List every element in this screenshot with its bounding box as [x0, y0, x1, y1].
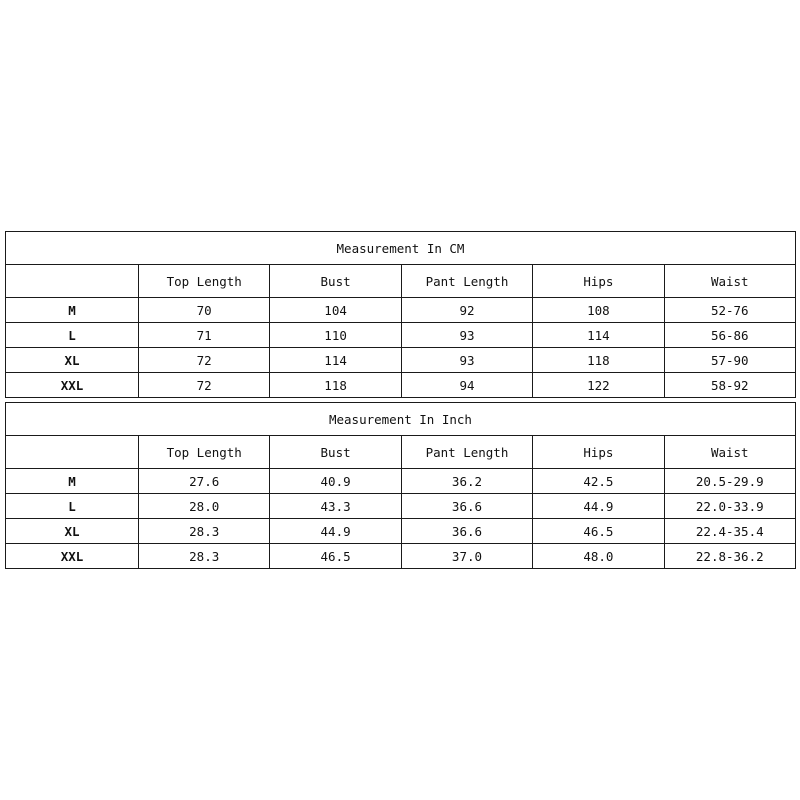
table-cell: 44.9 [533, 494, 664, 519]
table-cell: 118 [533, 348, 664, 373]
header-cell-pant-length: Pant Length [401, 436, 532, 469]
size-table-cm [5, 231, 796, 398]
header-cell-bust: Bust [270, 265, 401, 298]
table-row [6, 519, 796, 544]
table-cell: 114 [270, 348, 401, 373]
table-title-row [6, 232, 796, 265]
table-row [6, 348, 796, 373]
table-cell: 71 [139, 323, 270, 348]
table-cell: 36.6 [401, 519, 532, 544]
table-row [6, 469, 796, 494]
table-header-row [6, 265, 796, 298]
table-header-row [6, 436, 796, 469]
table-cell: 52-76 [664, 298, 795, 323]
table-row [6, 544, 796, 569]
header-cell-bust: Bust [270, 436, 401, 469]
header-cell-size [6, 436, 139, 469]
table-cell: 36.2 [401, 469, 532, 494]
header-cell-top-length: Top Length [139, 436, 270, 469]
table-cell: 40.9 [270, 469, 401, 494]
table-cell: 43.3 [270, 494, 401, 519]
table-cell: 56-86 [664, 323, 795, 348]
table-cell: 114 [533, 323, 664, 348]
table-cell: 118 [270, 373, 401, 398]
table-cell: 28.3 [139, 519, 270, 544]
header-cell-size [6, 265, 139, 298]
table-cell: 28.3 [139, 544, 270, 569]
table-cell: 28.0 [139, 494, 270, 519]
table-cell: 22.4-35.4 [664, 519, 795, 544]
table-cell: 44.9 [270, 519, 401, 544]
table-cell: 22.0-33.9 [664, 494, 795, 519]
table-title: Measurement In Inch [6, 403, 796, 436]
table-cell: 57-90 [664, 348, 795, 373]
table-cell: 72 [139, 348, 270, 373]
table-cell: 110 [270, 323, 401, 348]
size-cell: XL [6, 519, 139, 544]
header-cell-hips: Hips [533, 436, 664, 469]
header-cell-pant-length: Pant Length [401, 265, 532, 298]
table-cell: 20.5-29.9 [664, 469, 795, 494]
size-cell: L [6, 323, 139, 348]
table-cell: 46.5 [270, 544, 401, 569]
header-cell-waist: Waist [664, 265, 795, 298]
table-row [6, 298, 796, 323]
size-cell: L [6, 494, 139, 519]
table-cell: 58-92 [664, 373, 795, 398]
header-cell-top-length: Top Length [139, 265, 270, 298]
table-cell: 22.8-36.2 [664, 544, 795, 569]
header-cell-waist: Waist [664, 436, 795, 469]
size-cell: XL [6, 348, 139, 373]
size-table-inch [5, 402, 796, 569]
table-cell: 27.6 [139, 469, 270, 494]
size-cell: M [6, 298, 139, 323]
table-cell: 48.0 [533, 544, 664, 569]
size-cell: XXL [6, 373, 139, 398]
table-cell: 92 [401, 298, 532, 323]
table-cell: 36.6 [401, 494, 532, 519]
table-title: Measurement In CM [6, 232, 796, 265]
table-cell: 42.5 [533, 469, 664, 494]
table-cell: 93 [401, 348, 532, 373]
table-row [6, 323, 796, 348]
table-cell: 108 [533, 298, 664, 323]
table-title-row [6, 403, 796, 436]
table-cell: 93 [401, 323, 532, 348]
table-cell: 70 [139, 298, 270, 323]
size-cell: M [6, 469, 139, 494]
table-cell: 94 [401, 373, 532, 398]
table-row [6, 494, 796, 519]
table-cell: 122 [533, 373, 664, 398]
table-row [6, 373, 796, 398]
table-cell: 72 [139, 373, 270, 398]
table-cell: 46.5 [533, 519, 664, 544]
size-cell: XXL [6, 544, 139, 569]
table-cell: 104 [270, 298, 401, 323]
header-cell-hips: Hips [533, 265, 664, 298]
table-cell: 37.0 [401, 544, 532, 569]
